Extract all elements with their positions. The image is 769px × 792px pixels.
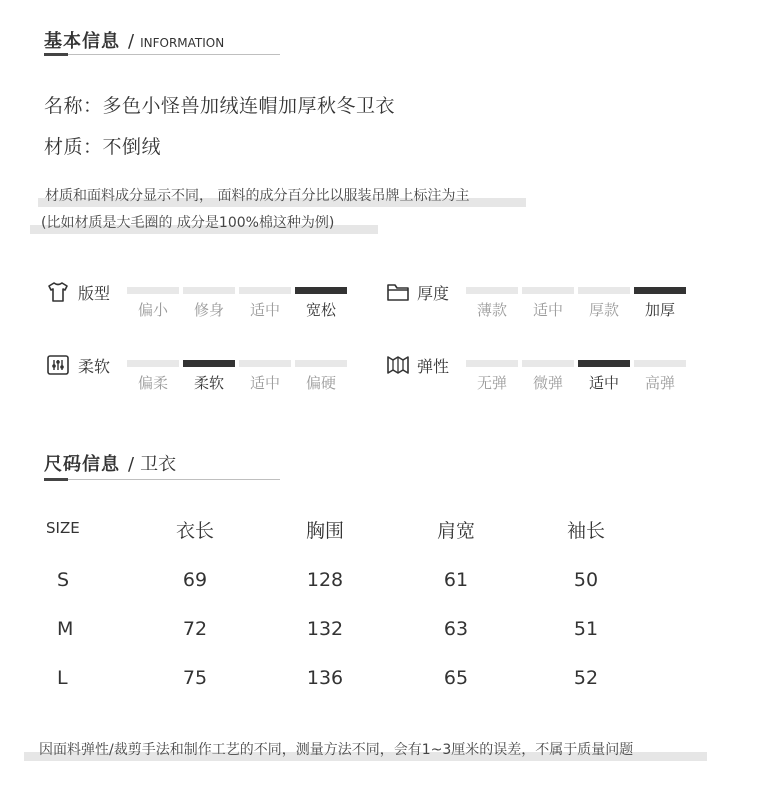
table-cell: 136 <box>306 667 344 689</box>
scale-option-label: 无弹 <box>476 374 507 392</box>
scale-option-label: 适中 <box>588 374 619 392</box>
scale-segment-selected <box>295 287 347 294</box>
size-info-rule <box>44 479 280 480</box>
size-info-subtitle: 卫衣 <box>140 454 177 475</box>
scale-segment <box>634 360 686 367</box>
scale-segment <box>522 287 574 294</box>
softness-sliders-icon <box>46 353 70 377</box>
product-name-value: 多色小怪兽加绒连帽加厚秋冬卫衣 <box>102 95 396 117</box>
scale-segment-selected <box>634 287 686 294</box>
basic-info-subtitle: INFORMATION <box>140 36 225 50</box>
table-cell: 61 <box>443 569 469 591</box>
attribute-name: 厚度 <box>417 284 450 303</box>
footer-note: 因面料弹性/裁剪手法和制作工艺的不同，测量方法不同，会有1~3厘米的误差，不属于质量问题 <box>39 742 634 758</box>
table-header-cell: SIZE <box>46 519 80 537</box>
material-note-line2: (比如材质是大毛圈的 成分是100%棉这种为例) <box>41 215 335 231</box>
size-info-title: 尺码信息 <box>44 454 120 475</box>
folder-icon <box>386 280 410 304</box>
table-header-cell: 胸围 <box>305 520 344 542</box>
scale-segment <box>466 360 518 367</box>
material-label: 材质： <box>44 136 103 158</box>
table-cell: 63 <box>443 618 469 640</box>
scale-segment <box>239 360 291 367</box>
header-slash: / <box>128 31 135 52</box>
scale-option-label: 微弹 <box>532 374 563 392</box>
scale-option-label: 偏硬 <box>305 374 336 392</box>
scale-segment <box>183 287 235 294</box>
scale-segment <box>578 287 630 294</box>
size-info-header <box>44 450 176 476</box>
material-value: 不倒绒 <box>102 136 162 158</box>
scale-option-label: 加厚 <box>644 301 675 319</box>
stretch-fabric-icon <box>386 353 410 377</box>
table-cell: 51 <box>573 618 599 640</box>
scale-segment <box>522 360 574 367</box>
basic-info-header <box>44 27 224 53</box>
size-label-cell: S <box>57 569 70 591</box>
scale-option-label: 适中 <box>249 374 280 392</box>
scale-option-label: 修身 <box>193 301 224 319</box>
material-note-line1: 材质和面料成分显示不同， 面料的成分百分比以服装吊牌上标注为主 <box>45 188 470 204</box>
table-cell: 72 <box>182 618 208 640</box>
scale-segment <box>295 360 347 367</box>
table-cell: 128 <box>306 569 344 591</box>
attribute-name: 版型 <box>78 284 111 303</box>
table-cell: 52 <box>573 667 599 689</box>
scale-option-label: 适中 <box>532 301 563 319</box>
scale-segment <box>127 360 179 367</box>
scale-segment <box>466 287 518 294</box>
tshirt-icon <box>46 280 70 304</box>
scale-segment-selected <box>578 360 630 367</box>
material-line <box>44 132 161 159</box>
attribute-name: 弹性 <box>417 357 450 376</box>
basic-info-rule-mark <box>44 53 68 56</box>
table-cell: 75 <box>182 667 208 689</box>
scale-option-label: 高弹 <box>644 374 675 392</box>
table-header-cell: 肩宽 <box>436 520 475 542</box>
table-cell: 50 <box>573 569 599 591</box>
header-slash: / <box>128 454 135 475</box>
scale-option-label: 厚款 <box>588 301 619 319</box>
product-name-label: 名称： <box>44 95 103 117</box>
attribute-name: 柔软 <box>78 357 111 376</box>
table-cell: 69 <box>182 569 208 591</box>
scale-option-label: 偏柔 <box>137 374 168 392</box>
size-label-cell: L <box>57 667 68 689</box>
scale-option-label: 柔软 <box>193 374 224 392</box>
scale-option-label: 宽松 <box>305 301 336 319</box>
scale-option-label: 偏小 <box>137 301 168 319</box>
scale-segment <box>239 287 291 294</box>
size-info-rule-mark <box>44 478 68 481</box>
basic-info-rule <box>44 54 280 55</box>
product-name-line <box>44 91 395 118</box>
size-label-cell: M <box>57 618 74 640</box>
scale-option-label: 薄款 <box>476 301 507 319</box>
table-header-cell: 袖长 <box>566 520 605 542</box>
table-cell: 132 <box>306 618 344 640</box>
table-cell: 65 <box>443 667 469 689</box>
basic-info-title: 基本信息 <box>44 31 120 52</box>
scale-segment-selected <box>183 360 235 367</box>
scale-segment <box>127 287 179 294</box>
table-header-cell: 衣长 <box>175 520 214 542</box>
scale-option-label: 适中 <box>249 301 280 319</box>
